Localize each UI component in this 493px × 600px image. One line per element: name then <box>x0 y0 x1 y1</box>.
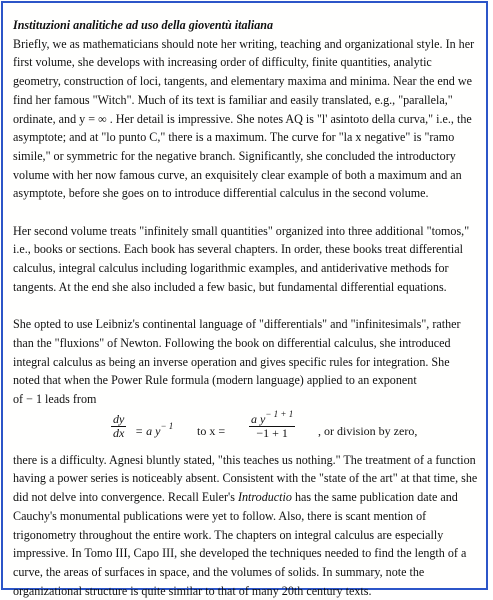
derivative-rhs-exponent: − 1 <box>160 420 174 431</box>
power-rule-formula <box>111 409 479 451</box>
paragraph-4-text-a: there is a difficulty. Agnesi bluntly stated, "this teaches us nothing." The treatment of a function having a power series is noticeably absent. Consistent with the "state of the art" at that time, she did not delve into convergence. Recall Euler's <box>13 452 478 505</box>
paragraph-2: Her second volume treats "infinitely small quantities" organized into three additional "tomos," i.e., books or sections. Each book has several chapters. In order, these books treat differential calculus, integral calculus including logarithmic examples, and antiderivative methods for tangents. At the end she also included a few basic, but fundamental differential equations. <box>13 223 470 294</box>
integral-numerator-base: a y <box>251 411 266 426</box>
paragraph-4-text-b: has the same publication date and Cauchy's monumental publications were yet to follow. Also, there is scant mention of trigonometry throughout the entire work. The chapters on integral calculus are especially impressive. In Tomo III, Capo III, she developed the techniques needed to find the length of a curve, the areas of surfaces in space, and the volumes of solids. In summary, note the organizational structure is quite similar to that of many 20th century texts. <box>13 490 467 598</box>
derivative-denominator: dx <box>113 425 125 440</box>
formula-trailing-text: , or division by zero, <box>318 423 418 438</box>
derivative-fraction <box>111 413 126 440</box>
derivative-rhs-base: = a y <box>135 423 161 438</box>
book-title: Instituzioni analitiche ad uso della gioventù italiana <box>13 18 274 32</box>
integral-denominator: −1 + 1 <box>256 425 288 440</box>
derivative-rhs <box>135 422 173 441</box>
derivative-numerator: dy <box>113 411 125 426</box>
paragraph-3: She opted to use Leibniz's continental language of "differentials" and "infinitesimals", rather than the "fluxions" of Newton. Following the book on differential calculus, she introduced integral calculus as being an inverse operation and gives specific rules for integration. She noted that when the Power Rule formula (modern language) applied to an exponent <box>13 317 461 388</box>
euler-introductio-title: Introductio <box>237 490 292 505</box>
paragraph-4 <box>13 451 479 600</box>
integral-fraction <box>249 408 295 440</box>
integral-lhs: to x = <box>197 423 226 438</box>
paragraph-3-tail: of − 1 leads from <box>13 392 97 407</box>
document-body <box>13 16 479 600</box>
paragraph-1: Briefly, we as mathematicians should note her writing, teaching and organizational style. In her first volume, she develops with increasing order of difficulty, finite quantities, analytic geometry, construction of loci, tangents, and elementary maxima and minima. Near the end we find her famous "Witch". Much of its text is familiar and easily translated, e.g., "parallela," ordinate, and y = ∞ . Her detail is impressive. She notes AQ is "l' asintoto della curva," i.e., the asymptote; and at "lo punto C," there is a maximum. The curve for "la x negative" is "ramo simile," or symmetric for the negative branch. Significantly, she concluded the introductory volume with her now famous curve, an exquisitely clear example of both a maximum and an asymptote, before she goes on to introduce differential calculus in the second volume. <box>13 36 475 201</box>
integral-numerator-exponent: − 1 + 1 <box>265 408 294 419</box>
integral-numerator <box>249 408 295 427</box>
